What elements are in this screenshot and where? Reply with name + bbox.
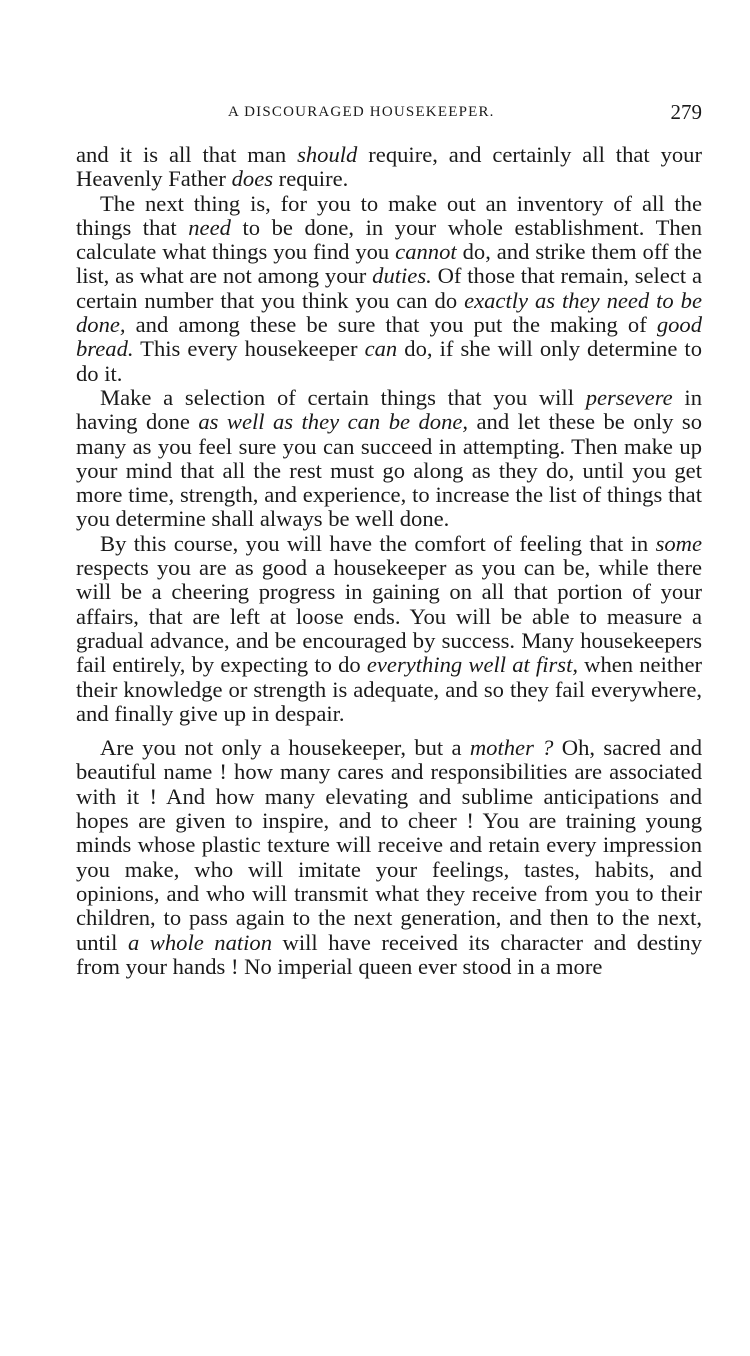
paragraph-5 [76, 736, 702, 979]
text-segment: The next thing is, for you to make out an inventory of all the things that [76, 190, 702, 240]
text-segment: in having done [76, 384, 702, 435]
text-segment-italic: duties. [372, 263, 432, 289]
text-segment: do, if she will only determine to do it. [76, 336, 702, 386]
text-segment: Are you not only a housekeeper, but a [100, 735, 470, 761]
page-header [76, 100, 702, 134]
text-segment: Oh, sacred and beautiful name ! how many cares and responsibilities are associated with it ! And how many elevating and sublime anticipations and hopes are given to inspire, and to cheer ! You are training young minds whose plastic texture will receive and retain every impression you make, who will imitate your feelings, tastes, habits, and opinions, and who will transmit what they receive from you to their children, to pass again to the next generation, and then to the next, until [76, 735, 702, 955]
text-segment: This every housekeeper [133, 336, 365, 362]
text-segment: and let these be only so many as you feel sure you can succeed in attempting. Then make up your mind that all the rest must go along as they do, until you get more time, strength, and experience, to increase the list of things that you determine shall always be well done. [76, 409, 702, 532]
text-segment: when neither their knowledge or strength is adequate, and so they fail everywhere, and finally give up in despair. [76, 652, 702, 726]
text-segment: to be done, in your whole establishment. Then calculate what things you find you [76, 214, 702, 265]
text-segment-italic: as well as they can be done, [198, 409, 469, 435]
text-segment-italic: some [655, 530, 702, 556]
text-segment-italic: a whole nation [127, 929, 273, 955]
text-segment-italic: should [297, 142, 358, 167]
text-segment-italic: cannot [395, 239, 457, 265]
page-number: 279 [670, 100, 702, 124]
text-segment: Of those that remain, select a certain number that you think you can do [76, 263, 702, 313]
text-segment: respects you are as good a housekeeper as you can be, while there will be a cheering progress in gaining on all that portion of your affairs, that are left at loose ends. You will be able to measure a gradual advance, and be encouraged by success. Many housekeepers fail entirely, by expecting to do [76, 555, 702, 678]
text-segment: will have received its character and destiny from your hands ! No imperial queen ever stood in a more [76, 929, 702, 979]
text-segment-italic: everything well at first, [366, 652, 578, 678]
text-segment-italic: need [188, 214, 231, 240]
body-text [76, 143, 702, 979]
text-segment-italic: mother ? [469, 735, 554, 761]
paragraph-1 [76, 143, 702, 192]
text-segment-italic: persevere [585, 384, 673, 410]
text-segment-italic: good bread. [76, 312, 702, 362]
text-segment-italic: does [231, 166, 274, 192]
text-segment: Make a selection of certain things that you will [100, 384, 586, 410]
text-segment: require, and certainly all that your Heavenly Father [76, 142, 702, 192]
paragraph-3 [76, 386, 702, 532]
text-segment: and it is all that man [76, 142, 298, 167]
text-segment-italic: can [364, 336, 398, 362]
text-segment: require. [273, 166, 349, 192]
text-segment: and among these be sure that you put the making of [125, 312, 657, 338]
text-segment: do, and strike them off the list, as what are not among your [76, 239, 703, 289]
running-head: A DISCOURAGED HOUSEKEEPER. [228, 104, 495, 120]
text-segment-italic: exactly as they need to be done, [76, 287, 702, 338]
paragraph-2 [76, 192, 702, 386]
text-segment: By this course, you will have the comfort of feeling that in [100, 530, 656, 556]
paragraph-4 [76, 532, 702, 726]
